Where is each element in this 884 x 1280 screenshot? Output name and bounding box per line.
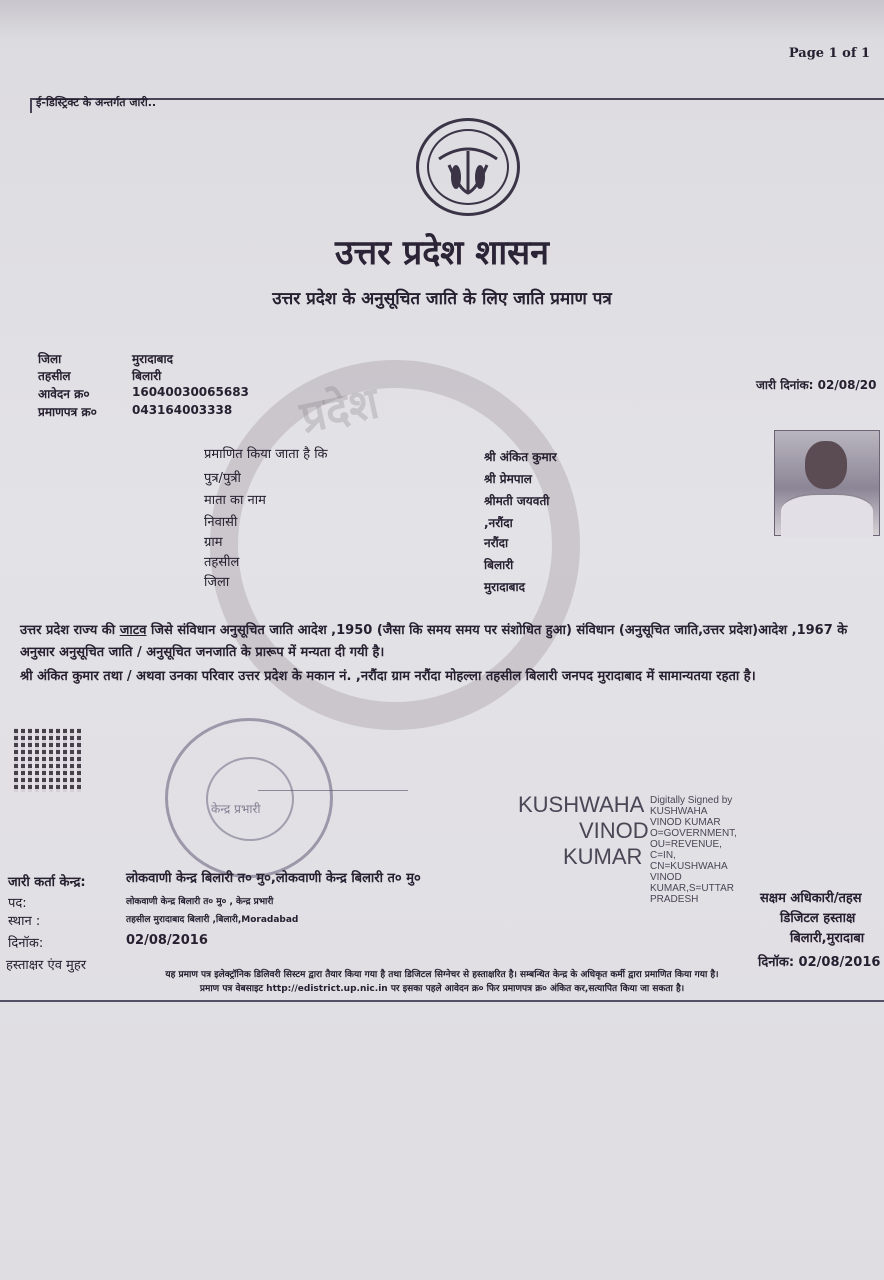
- field-village-value: नरौंदा: [484, 536, 509, 550]
- field-son-daughter-value: श्री प्रेमपाल: [484, 472, 532, 486]
- certificate-number-label: प्रमाणपत्र क्र०: [38, 405, 97, 419]
- tehsil-label: तहसील: [38, 369, 71, 383]
- field-son-daughter-label: पुत्र/पुत्री: [204, 471, 241, 486]
- field-mother-label: माता का नाम: [204, 493, 266, 508]
- authority-digital-sign: डिजिटल हस्ताक्ष: [780, 911, 856, 926]
- post-label: पद:: [8, 896, 27, 911]
- post-value: लोकवाणी केन्द्र बिलारी त० मु० , केन्द्र प्रभारी: [126, 897, 274, 907]
- district-label: जिला: [38, 352, 62, 366]
- page-label: Page 1 of 1: [788, 46, 870, 61]
- authority-location: बिलारी,मुरादाबा: [790, 931, 865, 946]
- field-certified-value: श्री अंकित कुमार: [484, 450, 557, 464]
- place-value: तहसील मुरादाबाद बिलारी ,बिलारी,Moradabad: [126, 915, 299, 925]
- field-resident-label: निवासी: [204, 515, 238, 530]
- issuing-center-label: जारी कर्ता केन्द्र:: [8, 875, 86, 890]
- emblem-bow-fish-icon: [429, 131, 507, 203]
- field-village-label: ग्राम: [204, 535, 223, 550]
- authority-title: सक्षम अधिकारी/तहस: [760, 891, 862, 906]
- field-resident-value: ,नरौंदा: [484, 516, 513, 530]
- bottom-divider: [0, 1000, 884, 1002]
- footer-note-line1: यह प्रमाण पत्र इलेक्ट्रॉनिक डिलिवरी सिस्टम द्वारा तैयार किया गया है तथा डिजिटल सिग्नेचर से हस्ताक्षरित है। सम्बन्धित केन्द्र के अधिकृत कर्मी द्वारा प्रमाणित किया गया है।: [165, 970, 719, 980]
- issuing-center-value: लोकवाणी केन्द्र बिलारी त० मु०,लोकवाणी केन्द्र बिलारी त० मु०: [126, 871, 421, 886]
- page-title: उत्तर प्रदेश शासन: [334, 233, 549, 273]
- para-line1-post: जिसे संविधान अनुसूचित जाति आदेश ,1950 (जैसा कि समय समय पर संशोधित हुआ) संविधान (अनुसूचित जाति,उत्तर प्रदेश)आदेश ,1967 के अनुसार अनुसूचित जाति / अनुसूचित जनजाति के प्रारूप में मन्यता दी गयी है।: [20, 623, 848, 660]
- district-value: मुरादाबाद: [132, 352, 174, 366]
- field-tehsil-label: तहसील: [204, 555, 240, 570]
- certification-paragraph: [20, 620, 876, 664]
- watermark-text: प्रदेश: [296, 377, 384, 444]
- tehsil-value: बिलारी: [132, 369, 162, 383]
- field-mother-value: श्रीमती जयवती: [484, 494, 550, 508]
- signer-name-line1: KUSHWAHA: [518, 792, 645, 817]
- photo-head: [805, 441, 847, 489]
- field-certified-label: प्रमाणित किया जाता है कि: [204, 447, 328, 462]
- certificate-border-left: [30, 98, 32, 113]
- signer-name-line2: VINOD: [579, 818, 649, 843]
- issue-date: जारी दिनांक: 02/08/20: [756, 378, 877, 392]
- signature-line: [258, 790, 408, 791]
- date-value: 02/08/2016: [126, 933, 208, 948]
- date-label: दिनॉक:: [8, 936, 44, 951]
- qr-code-icon: [14, 728, 82, 792]
- emblem-inner-ring: [427, 129, 509, 205]
- authority-date: दिनॉक: 02/08/2016: [758, 955, 881, 970]
- page-shadow: [0, 0, 884, 40]
- photo-body: [781, 493, 873, 537]
- field-tehsil-value: बिलारी: [484, 558, 514, 572]
- place-label: स्थान :: [8, 914, 41, 929]
- center-stamp: [165, 718, 333, 878]
- field-district-label: जिला: [204, 575, 230, 590]
- signer-name-line3: KUMAR: [563, 844, 643, 869]
- para-line1-pre: उत्तर प्रदेश राज्य की: [20, 623, 120, 638]
- applicant-photo: [774, 430, 880, 536]
- stamp-inner-ring: [206, 757, 294, 841]
- application-number-value: 16040030065683: [132, 385, 249, 399]
- footer-note-line2: प्रमाण पत्र वेबसाइट http://edistrict.up.nic.in पर इसका पहले आवेदन क्र० फिर प्रमाणपत्र क्र० अंकित कर,सत्यापित किया जा सकता है।: [199, 984, 685, 994]
- residence-paragraph: श्री अंकित कुमार तथा / अथवा उनका परिवार उत्तर प्रदेश के मकान नं. ,नरौंदा ग्राम नरौंदा मोहल्ला तहसील बिलारी जनपद मुरादाबाद में सामान्यतया रहता है।: [20, 669, 756, 684]
- certificate-subtitle: उत्तर प्रदेश के अनुसूचित जाति के लिए जाति प्रमाण पत्र: [272, 289, 612, 309]
- digital-signature-details: Digitally Signed by KUSHWAHA VINOD KUMAR O=GOVERNMENT, OU=REVENUE, C=IN, CN=KUSHWAHA VINOD KUMAR,S=UTTAR PRADESH: [650, 795, 737, 905]
- up-emblem-icon: [416, 118, 520, 216]
- issuer-note: ई-डिस्ट्रिक्ट के अन्तर्गत जारी..: [36, 96, 157, 109]
- signature-seal-label: हस्ताक्षर एंव मुहर: [6, 958, 87, 973]
- field-district-value: मुरादाबाद: [484, 580, 526, 594]
- caste-name: जाटव: [119, 623, 147, 638]
- stamp-text: केन्द्र प्रभारी: [211, 802, 261, 816]
- application-number-label: आवेदन क्र०: [38, 387, 90, 401]
- certificate-number-value: 043164003338: [132, 403, 233, 417]
